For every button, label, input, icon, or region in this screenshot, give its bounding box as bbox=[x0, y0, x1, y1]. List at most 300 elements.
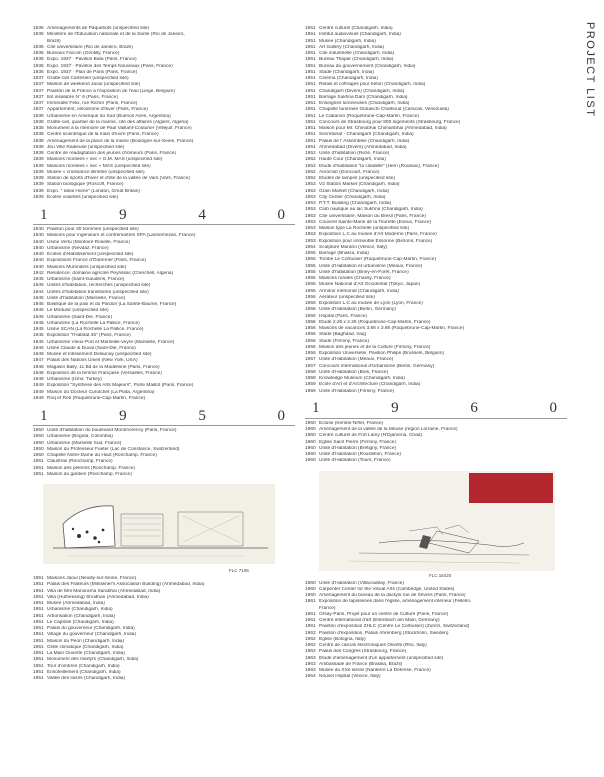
entry-title: Magasin Bally, 11 Bd de la Madeleine (Paris, France) bbox=[47, 364, 160, 370]
entry-title: Nouvel Hôpital (Venice, Italy) bbox=[319, 674, 381, 680]
entry-year: 1952 bbox=[305, 163, 316, 169]
entry-list-1936 bbox=[33, 26, 295, 201]
entry-title: Palais de l' Assemblée (Chandigarh, India) bbox=[319, 138, 410, 144]
entry-title: Centre culturel (Chandigarh, India) bbox=[319, 26, 393, 31]
entry-year: 1936 bbox=[33, 44, 44, 50]
entry-year: 1940 bbox=[33, 233, 44, 239]
entry-year: 1961 bbox=[305, 611, 316, 617]
entry-year: 1940 bbox=[33, 239, 44, 245]
entry-title: Enseignes lumineuses (Chandigarh, India) bbox=[319, 101, 410, 106]
entry-title: Unité d'Habitation (Tours, France) bbox=[319, 458, 391, 464]
entry-year: 1952 bbox=[305, 169, 316, 175]
entry-year: 1945 bbox=[33, 314, 44, 320]
entry-title: Institut audiovisuel (Chandigarh, India) bbox=[319, 32, 401, 38]
entry-title: Cité industrielle (Chandigarh, India) bbox=[319, 51, 395, 56]
entry-year: 1956 bbox=[305, 307, 316, 313]
ronchamp-sketch-image bbox=[43, 484, 275, 564]
entry-year: 1939 bbox=[33, 194, 44, 200]
right-column bbox=[305, 26, 567, 681]
entry-title: Monument des martyrs (Chandigarh, India) bbox=[47, 657, 139, 663]
entry-title: Bureaux Faccim (Gentilly, France) bbox=[47, 51, 120, 56]
entry-title: Pavillon d'exposition, Palais Ahrenberg (Stockholm, Sweden) bbox=[319, 630, 449, 636]
entry-year: 1937 bbox=[33, 101, 44, 106]
entry-year: 1951 bbox=[33, 638, 44, 644]
entry-title: Maisons montées « sec » G.M. MAS (unspecified site) bbox=[47, 157, 163, 163]
entry-year: 1950 bbox=[33, 434, 44, 440]
entry-year: 1964 bbox=[305, 674, 316, 680]
entry-year: 1949 bbox=[33, 389, 44, 395]
entry-title: Îlot insalubre N° 6 (Paris, France) bbox=[47, 94, 118, 100]
entry-year: 1938 bbox=[33, 119, 44, 125]
entry-title: Maison de weekend Jaoul (unspecified site) bbox=[47, 82, 141, 88]
entry-year: 1960 bbox=[305, 593, 316, 598]
entry-year: 1951 bbox=[33, 582, 44, 588]
entry-title: Centre scientifique de la main d'luvre (Paris, France) bbox=[47, 132, 159, 138]
entry-year: 1960 bbox=[305, 586, 316, 592]
entry-year: 1957 bbox=[305, 363, 316, 369]
entry-year: 1953 bbox=[305, 182, 316, 188]
entry-year: 1956 bbox=[305, 344, 316, 350]
entry-title: Urbanisme (Saint-Gaudens, France) bbox=[47, 277, 125, 282]
entry-title: Unité d'Habitation et urbanisme (Meaux, France) bbox=[319, 263, 423, 269]
entry-year: 1939 bbox=[33, 188, 44, 194]
entry-title: Exposition L.C au musée de Lyon (Lyon, France) bbox=[319, 301, 423, 306]
entry-year: 1946 bbox=[33, 352, 44, 357]
decade-digit: 1 bbox=[40, 407, 48, 424]
entry-title: Pavillon d'exposition ZHLC (Centre Le Corbusier) (Zurich, Switzerland) bbox=[319, 624, 470, 630]
entry-year: 1938 bbox=[33, 132, 44, 138]
entry-title: Ministère de l'Education nationale et de la Santé (Rio de Janeiro, bbox=[47, 32, 185, 38]
entry-title: Hôpital (Paris, France) bbox=[319, 313, 367, 319]
entry-title: France) bbox=[319, 605, 336, 611]
entry-title: Villa (Hutheesing) Shodhan (Ahmedabad, India) bbox=[47, 594, 149, 600]
entry-year: 1951 bbox=[305, 119, 316, 125]
entry-year: 1955 bbox=[305, 263, 316, 269]
entry-title: Etude 2.26 x 2.26 (Roquebrune-Cap-Martin, France) bbox=[319, 319, 431, 325]
entry-title: Maisons de vacances 3.66 x 3.66 (Roquebrune-Cap-Martin, France) bbox=[319, 326, 465, 331]
entry-title: Urbanisme (Izmir, Turkey) bbox=[47, 377, 102, 382]
entry-title: Etudes de lampes (unspecified site) bbox=[319, 176, 395, 181]
left-column bbox=[33, 26, 295, 682]
image-caption: FLC 16420 bbox=[429, 572, 452, 578]
entry-title: Carpenter Center for the Visual Arts (Cambridge, United States) bbox=[319, 586, 455, 592]
entry-year: 1951 bbox=[305, 132, 316, 138]
entry-title: Ecoles d'établissement (unspecified site) bbox=[47, 252, 134, 257]
entry-year: 1938 bbox=[33, 113, 44, 119]
entry-year: 1940 bbox=[33, 264, 44, 270]
entry-year: 1937 bbox=[33, 94, 44, 100]
entry-year: 1955 bbox=[305, 288, 316, 294]
entry-year: 1953 bbox=[305, 188, 316, 194]
entry-year: 1958 bbox=[305, 369, 316, 375]
entry-year: 1962 bbox=[305, 636, 316, 642]
entry-title: Unité d'habitation (Rezé, France) bbox=[319, 151, 390, 156]
decade-digit: 9 bbox=[119, 407, 127, 424]
entry-title: Expositions France d'Outremer (Paris, France) bbox=[47, 258, 147, 264]
entry-title: Art Gallery (Chandigarh, India) bbox=[319, 44, 385, 50]
drawing-block-right bbox=[305, 471, 567, 581]
entry-title: Usine SCAN (La Rochelle La Pallice, France) bbox=[47, 327, 144, 332]
entry-year: 1956 bbox=[305, 313, 316, 319]
entry-title: City Center (Chandigarh, India) bbox=[319, 194, 386, 200]
decade-heading-1940 bbox=[33, 206, 295, 225]
entry-year: 1951 bbox=[33, 588, 44, 594]
entry-list-1951 bbox=[33, 576, 295, 682]
entry-title: Exposition L.C au musee d'Art Moderne (Paris, France) bbox=[319, 232, 437, 238]
entry-title: Vallée des loisirs (Chandigarh, India) bbox=[47, 676, 126, 681]
entry-title: Concours de Strasbourg pour 800 logements (Strasbourg, France) bbox=[319, 119, 461, 125]
entry-year: 1936 bbox=[33, 57, 44, 63]
entry-title: Expo. 1937 · Pavillon Bata (Paris, France) bbox=[47, 57, 137, 63]
entry-title: Exposition pour immeuble Essonne (Bezons, France) bbox=[319, 238, 433, 244]
entry-year: 1936 bbox=[33, 69, 44, 75]
entry-title: Station biologique (Roscoff, France) bbox=[47, 182, 124, 188]
entry-list-1951-1959 bbox=[305, 26, 567, 395]
decade-digit: 1 bbox=[312, 400, 320, 417]
entry-year: 1951 bbox=[305, 107, 316, 113]
entry-title: Secretariat · Chandigarh (Chandigarh, India) bbox=[319, 132, 414, 138]
entry-year: 1963 bbox=[305, 668, 316, 673]
entry-year: 1961 bbox=[305, 599, 316, 605]
entry-title: Unité d'habitation (Marseille, France) bbox=[47, 295, 126, 301]
entry-year: 1956 bbox=[305, 326, 316, 331]
entry-year: 1960 bbox=[305, 458, 316, 464]
entry-year: 1951 bbox=[305, 32, 316, 38]
entry-year: 1951 bbox=[305, 94, 316, 100]
entry-year: 1940 bbox=[33, 245, 44, 251]
entry-year: 1938 bbox=[33, 138, 44, 144]
entry-title: Gratte-ciel Cartésien (unspecified site) bbox=[47, 76, 129, 81]
entry-year: 1951 bbox=[33, 594, 44, 600]
decade-digit: 0 bbox=[277, 407, 285, 424]
entry-year: 1946 bbox=[33, 345, 44, 351]
entry-title: Usine Vertu (Montoire Roselle, France) bbox=[47, 239, 130, 245]
entry-year: 1956 bbox=[305, 338, 316, 344]
entry-title: Chapelle Notre-Dame du Haut (Ronchamp, France) bbox=[47, 453, 157, 458]
entry-title: Barrage Sukhna Dam (Chandigarh, India) bbox=[319, 94, 408, 100]
entry-year: 1945 bbox=[33, 320, 44, 326]
entry-year: 1945 bbox=[33, 333, 44, 339]
entry-year: 1950 bbox=[33, 440, 44, 446]
entry-title: Palais des Congrès (Strasbourg, France) bbox=[319, 649, 407, 655]
red-block bbox=[469, 473, 553, 503]
entry-title: Maison du Docteur Curutchet (La Plata, Argentina) bbox=[47, 389, 155, 395]
entry-title: Pavillon pour 40 hommes (unspecified site) bbox=[47, 227, 139, 232]
entry-title: Pavillon de la France à l'exposition de l'eau (Liege, Belgium) bbox=[47, 88, 175, 94]
entry-year: 1960 bbox=[305, 427, 316, 432]
entry-title: Urbanisme en Amerique du Sud (Buenos Aires, Argentina) bbox=[47, 113, 171, 119]
entry-title: Grille climatique (Chandigarh, India) bbox=[47, 644, 124, 650]
entry-year: 1938 bbox=[33, 126, 44, 131]
entry-year: 1939 bbox=[33, 182, 44, 188]
entry-title: Musée et lotissement Delaunay (unspecified site) bbox=[47, 352, 152, 357]
entry-year: 1938 bbox=[33, 144, 44, 150]
entry-year: 1942 bbox=[33, 270, 44, 276]
entry-year: 1948 bbox=[33, 364, 44, 370]
entry-title: Le Cabanon (Roquebrune-Cap-Martin, France) bbox=[319, 113, 419, 119]
entry-title: Cinéma (Chandigarh, India) bbox=[319, 76, 378, 81]
entry-title: Roq et Rob (Roquebrune-Cap-Martin, France) bbox=[47, 395, 146, 401]
entry-title: Club nautique au lac Sukhna (Chandigarh, India) bbox=[319, 207, 423, 213]
entry-title: Cité universitaire (Rio de Janeiro, Brazil) bbox=[47, 44, 133, 50]
entry-title: Expo. " Ideal Home" (London, Great Britain) bbox=[47, 188, 140, 194]
entry-title: Urbanisme (Marseille Sud, France) bbox=[47, 440, 122, 446]
entry-title: Usine Claude & Duval (Saint-Dié, France) bbox=[47, 345, 136, 351]
entry-title: Musée du XXè siècle (Nanterre La Défense, France) bbox=[319, 668, 431, 673]
decade-digit: 9 bbox=[119, 206, 127, 223]
entry-year: 1951 bbox=[33, 619, 44, 625]
entry-title: Ecole d'Art et d'Architecture (Chandigarh, India) bbox=[319, 382, 421, 388]
entry-year: 1953 bbox=[305, 194, 316, 200]
entry-year: 1937 bbox=[33, 107, 44, 113]
entry-year: 1959 bbox=[305, 388, 316, 394]
entry-title: Orsay-Paris, Projet pour un centre de Culture (Paris, France) bbox=[319, 611, 449, 617]
entry-title: Musée « croissance illimitée (unspecified site) bbox=[47, 169, 145, 175]
entry-year: 1953 bbox=[305, 201, 316, 206]
entry-title: Aménagement de la place de la mairie (Boulogne-sur-Seine, France) bbox=[47, 138, 194, 144]
entry-title: Tombe Le Corbusier (Roquebrune-Cap-Martin, France) bbox=[319, 257, 437, 263]
entry-year: 1937 bbox=[33, 82, 44, 88]
entry-title: Palais des Filateurs (Millowner's Association Building) (Ahmedabad, India) bbox=[47, 582, 205, 588]
entry-title: Barrage (Bhakra, India) bbox=[319, 251, 369, 256]
entry-year: 1945 bbox=[33, 327, 44, 332]
entry-year: 1951 bbox=[33, 669, 44, 675]
entry-title: Village du gouverneur (Chandigarh, India) bbox=[47, 632, 136, 638]
entry-title: V2 Station Market (Chandigarh, India) bbox=[319, 182, 400, 188]
entry-year: 1963 bbox=[305, 661, 316, 667]
entry-title: Musée (Ahmedabad, India) bbox=[47, 601, 105, 606]
list-item bbox=[33, 676, 295, 682]
entry-title: Maisons Murondins (unspecified site) bbox=[47, 264, 127, 270]
entry-year: 1956 bbox=[305, 319, 316, 325]
entry-title: Unités d'habitation transitoires (unspecified site) bbox=[47, 289, 149, 295]
entry-title: Stade (Baghdad, Iraq) bbox=[319, 332, 367, 338]
entry-year: 1947 bbox=[33, 358, 44, 364]
entry-year: 1952 bbox=[305, 176, 316, 181]
entry-year: 1936 bbox=[33, 32, 44, 38]
entry-year: 1960 bbox=[305, 452, 316, 457]
entry-year: 1953 bbox=[305, 232, 316, 238]
entry-title: Cite universitaire, Maison du Bresil (Paris, France) bbox=[319, 213, 426, 219]
entry-title: Unité d'Habitation (Villacoublay, France) bbox=[319, 580, 404, 586]
entry-title: Tour d'ombres (Chandigarh, India) bbox=[47, 663, 120, 669]
entry-title: Station de sports d'hiver et d'été de la vallée de Vars (Vars, France) bbox=[47, 176, 190, 181]
entry-year: 1951 bbox=[33, 663, 44, 669]
entry-year: 1945 bbox=[33, 308, 44, 314]
list-item bbox=[33, 396, 295, 402]
entry-year: 1936 bbox=[33, 51, 44, 56]
entry-year: 1962 bbox=[305, 649, 316, 655]
entry-title: Maisons pour ingénieurs et contremaîtres SPA (Lannemezan, France) bbox=[47, 233, 196, 239]
decade-heading-1950 bbox=[33, 407, 295, 426]
entry-title: Bureau du gouvernement (Chandigarh, India) bbox=[319, 63, 416, 69]
entry-title: Résidence, domaine agricole Peyrissac (Cherchell, Algeria) bbox=[47, 270, 174, 276]
entry-year: 1951 bbox=[33, 601, 44, 606]
entry-year: 1951 bbox=[305, 88, 316, 94]
entry-title: Exposition Universelle, Pavillon Philips (Brussels, Belgium) bbox=[319, 351, 445, 356]
entry-title: Maisons montées « sec » MAS (unspecified site) bbox=[47, 163, 151, 169]
entry-year: 1951 bbox=[305, 126, 316, 131]
entry-year: 1955 bbox=[305, 257, 316, 263]
entry-title: Maison du Peon (Chandigarh, India) bbox=[47, 638, 125, 644]
entry-title: Sculpture Murano (Venice, Italy) bbox=[319, 244, 388, 250]
entry-year: 1955 bbox=[305, 251, 316, 256]
entry-title: Aeroclub (Doncourt, France) bbox=[319, 169, 380, 175]
entry-year: 1960 bbox=[305, 580, 316, 586]
entry-title: Exposition de tapisseries dans l'église, aménagement intérieur (Felletin, bbox=[319, 599, 472, 605]
entry-year: 1951 bbox=[305, 51, 316, 56]
entry-title: Gratte-ciel, quartier de la marine, cité des affaires (Algiers, Algeria) bbox=[47, 119, 189, 125]
drawing-block-left bbox=[33, 484, 295, 576]
entry-title: Relais et coffrages pour béton (Chandigarh, India) bbox=[319, 82, 426, 88]
entry-title: Unité d'Habitation (Berlin, Germany) bbox=[319, 307, 396, 313]
entry-year: 1936 bbox=[33, 63, 44, 69]
entry-year: 1955 bbox=[305, 276, 316, 281]
entry-title: Urbanisme (Nevdaz, France) bbox=[47, 245, 109, 251]
entry-title: Monument à la mémoire de Paul Vaillant-Couturier (Villejuif, France) bbox=[47, 126, 192, 131]
entry-title: Villa de Mrs Manorama Sarabhai (Ahmedabad, India) bbox=[47, 588, 161, 594]
entry-title: Maison type La Rochelle (unspecified site) bbox=[319, 226, 410, 231]
decade-digit: 4 bbox=[198, 206, 206, 223]
entry-title: Chandigarh (Divers) (Chandigarh, India) bbox=[319, 88, 405, 94]
entry-year: 1951 bbox=[305, 101, 316, 106]
entry-title: Le Capitole (Chandigarh, India) bbox=[47, 619, 114, 625]
entry-year: 1951 bbox=[33, 459, 44, 465]
entry-year: 1945 bbox=[33, 283, 44, 289]
entry-title: Arborisation (Chandigarh, India) bbox=[47, 613, 115, 619]
entry-year: 1952 bbox=[305, 151, 316, 156]
entry-year: 1961 bbox=[305, 618, 316, 623]
entry-year: 1956 bbox=[305, 301, 316, 306]
entry-title: Chapelle funéraire Gidueichi Chalhoud (Caracas, Venezuela) bbox=[319, 107, 449, 113]
entry-year: 1951 bbox=[33, 651, 44, 656]
entry-title: Stade (Chandigarh, India) bbox=[319, 69, 374, 75]
entry-title: Exposition de la femme Française (Versailles, France) bbox=[47, 370, 162, 376]
entry-title: Immeuble Félix, rue Richer (Paris, France) bbox=[47, 101, 138, 106]
entry-title: Centre de réadaptation des jeunes chômeurs (Paris, France) bbox=[47, 151, 177, 156]
entry-year: 1959 bbox=[305, 382, 316, 388]
list-item bbox=[305, 389, 567, 395]
entry-year: 1951 bbox=[305, 26, 316, 31]
entry-list-1960 bbox=[305, 421, 567, 465]
entry-title: Knowledge Museum (Chandigarh, India) bbox=[319, 376, 405, 381]
entry-title: Maison du gardien (Ronchamp, France) bbox=[47, 471, 132, 477]
entry-year: 1944 bbox=[33, 289, 44, 295]
decade-digit: 0 bbox=[277, 206, 285, 223]
entry-year: 1939 bbox=[33, 169, 44, 175]
entry-title: Maisons Jaoul (Neuilly-sur-Seine, France) bbox=[47, 576, 137, 581]
entry-year: 1956 bbox=[305, 351, 316, 356]
entry-title: Unité d'habitation du boulevard Montmorency (Paris, France) bbox=[47, 428, 177, 433]
entry-year: 1951 bbox=[305, 69, 316, 75]
entry-title: Unités d'habitation, recherches (unspecified site) bbox=[47, 283, 151, 289]
entry-title: Urbanisme (Saint-Dié, France) bbox=[47, 314, 113, 320]
entry-year: 1953 bbox=[305, 213, 316, 219]
entry-year: 1956 bbox=[305, 332, 316, 338]
entry-year: 1951 bbox=[33, 613, 44, 619]
page-title: PROJECT LIST bbox=[584, 22, 596, 118]
entry-year: 1954 bbox=[305, 244, 316, 250]
entry-year: 1951 bbox=[305, 82, 316, 88]
entry-year: 1951 bbox=[305, 38, 316, 44]
entry-title: Maison des jeunes et de la Culture (Firminy, France) bbox=[319, 344, 431, 350]
entry-title: Unité d'Habitation (Bois, France) bbox=[319, 369, 389, 375]
entry-title: Maisons rurales (Chassy, France) bbox=[319, 276, 391, 281]
entry-year: 1960 bbox=[305, 420, 316, 426]
image-caption: FLC 7106 bbox=[229, 568, 249, 573]
entry-year: 1951 bbox=[33, 576, 44, 581]
entry-year: 1955 bbox=[305, 282, 316, 288]
entry-title: Unité d'Habitation (Bretigny, France) bbox=[319, 445, 397, 451]
entry-year: 1961 bbox=[305, 624, 316, 630]
entry-title: Bureau Thapar (Chandigarh, India) bbox=[319, 57, 394, 63]
entry-title: Couvent Sainte-Marie de la Tourette (Eveux, France) bbox=[319, 219, 432, 225]
entry-title: Exposition "Synthèse des Arts Majeurs", Porte Maillot (Paris, France) bbox=[47, 383, 194, 389]
entry-year: 1950 bbox=[33, 428, 44, 433]
list-item bbox=[33, 472, 295, 478]
entry-title: Maison des pèlerins (Ronchamp, France) bbox=[47, 465, 135, 471]
entry-title: Appartement, vélodrome d'hiver (Paris, France) bbox=[47, 107, 148, 113]
entry-list-1960-1964 bbox=[305, 581, 567, 681]
entry-title: Centre culturel de Fort Lamy (N'Djamena, Chad) bbox=[319, 433, 423, 439]
entry-title: Aménagement du bureau de la dactylo rue de Sèvres (Paris, France) bbox=[319, 593, 466, 598]
entry-year: 1951 bbox=[33, 657, 44, 663]
entry-year: 1951 bbox=[33, 471, 44, 477]
entry-year: 1960 bbox=[305, 439, 316, 445]
entry-year: 1951 bbox=[33, 607, 44, 613]
entry-year: 1937 bbox=[33, 88, 44, 94]
entry-title: Aérateur (unspecified site) bbox=[319, 294, 375, 300]
entry-title: Exposition "l'Habitat 45" (Paris, France) bbox=[47, 333, 131, 339]
decade-digit: 6 bbox=[470, 400, 478, 417]
entry-title: Urbanisme (La Rochelle La Pallice, France) bbox=[47, 320, 140, 326]
entry-title: Armitoir mémorial (Chandigarh, India) bbox=[319, 288, 399, 294]
entry-title: Palais des Nations Unies (New York, USA) bbox=[47, 358, 138, 364]
entry-year: 1945 bbox=[33, 277, 44, 282]
decade-heading-1960 bbox=[305, 400, 567, 419]
entry-list-1940 bbox=[33, 227, 295, 402]
entry-title: Grain Market (Chandigarh, India) bbox=[319, 188, 390, 194]
entry-year: 1945 bbox=[33, 302, 44, 307]
entry-title: Unité d'habitation (Briey-en-Forêt, France) bbox=[319, 269, 409, 275]
entry-year: 1945 bbox=[33, 295, 44, 301]
decade-digit: 1 bbox=[40, 206, 48, 223]
entry-year: 1953 bbox=[305, 219, 316, 225]
entry-title: Musée National d'Art Occidental (Tokyo, Japan) bbox=[319, 282, 421, 288]
entry-title: Centre international d'art (Erlenbach am Main, Germany) bbox=[319, 618, 440, 623]
entry-title: Brazil) bbox=[47, 38, 61, 44]
entry-year: 1963 bbox=[305, 655, 316, 661]
entry-title: Unité d'Habitation (Roussillon, France) bbox=[319, 452, 401, 457]
entry-year: 1940 bbox=[33, 252, 44, 257]
entry-year: 1948 bbox=[33, 377, 44, 382]
entry-year: 1962 bbox=[305, 643, 316, 648]
entry-year: 1953 bbox=[305, 226, 316, 231]
entry-title: Musée (Chandigarh, India) bbox=[319, 38, 376, 44]
entry-year: 1950 bbox=[33, 446, 44, 452]
entry-year: 1951 bbox=[305, 63, 316, 69]
entry-title: Etude d'habitation "la citadelle" (Hem (Roubaix), France) bbox=[319, 163, 440, 169]
entry-title: Etude d'aménagement d'un appartement (unspecified site) bbox=[319, 655, 444, 661]
entry-title: Urbanisme (Chandigarh, India) bbox=[47, 607, 113, 613]
list-item bbox=[305, 674, 567, 680]
entry-year: 1953 bbox=[305, 238, 316, 244]
entry-title: Aménagements de Paquebots (unspecified site) bbox=[47, 26, 150, 31]
entry-year: 1940 bbox=[33, 227, 44, 232]
list-item bbox=[33, 195, 295, 201]
list-item bbox=[305, 458, 567, 464]
entry-year: 1951 bbox=[305, 138, 316, 144]
